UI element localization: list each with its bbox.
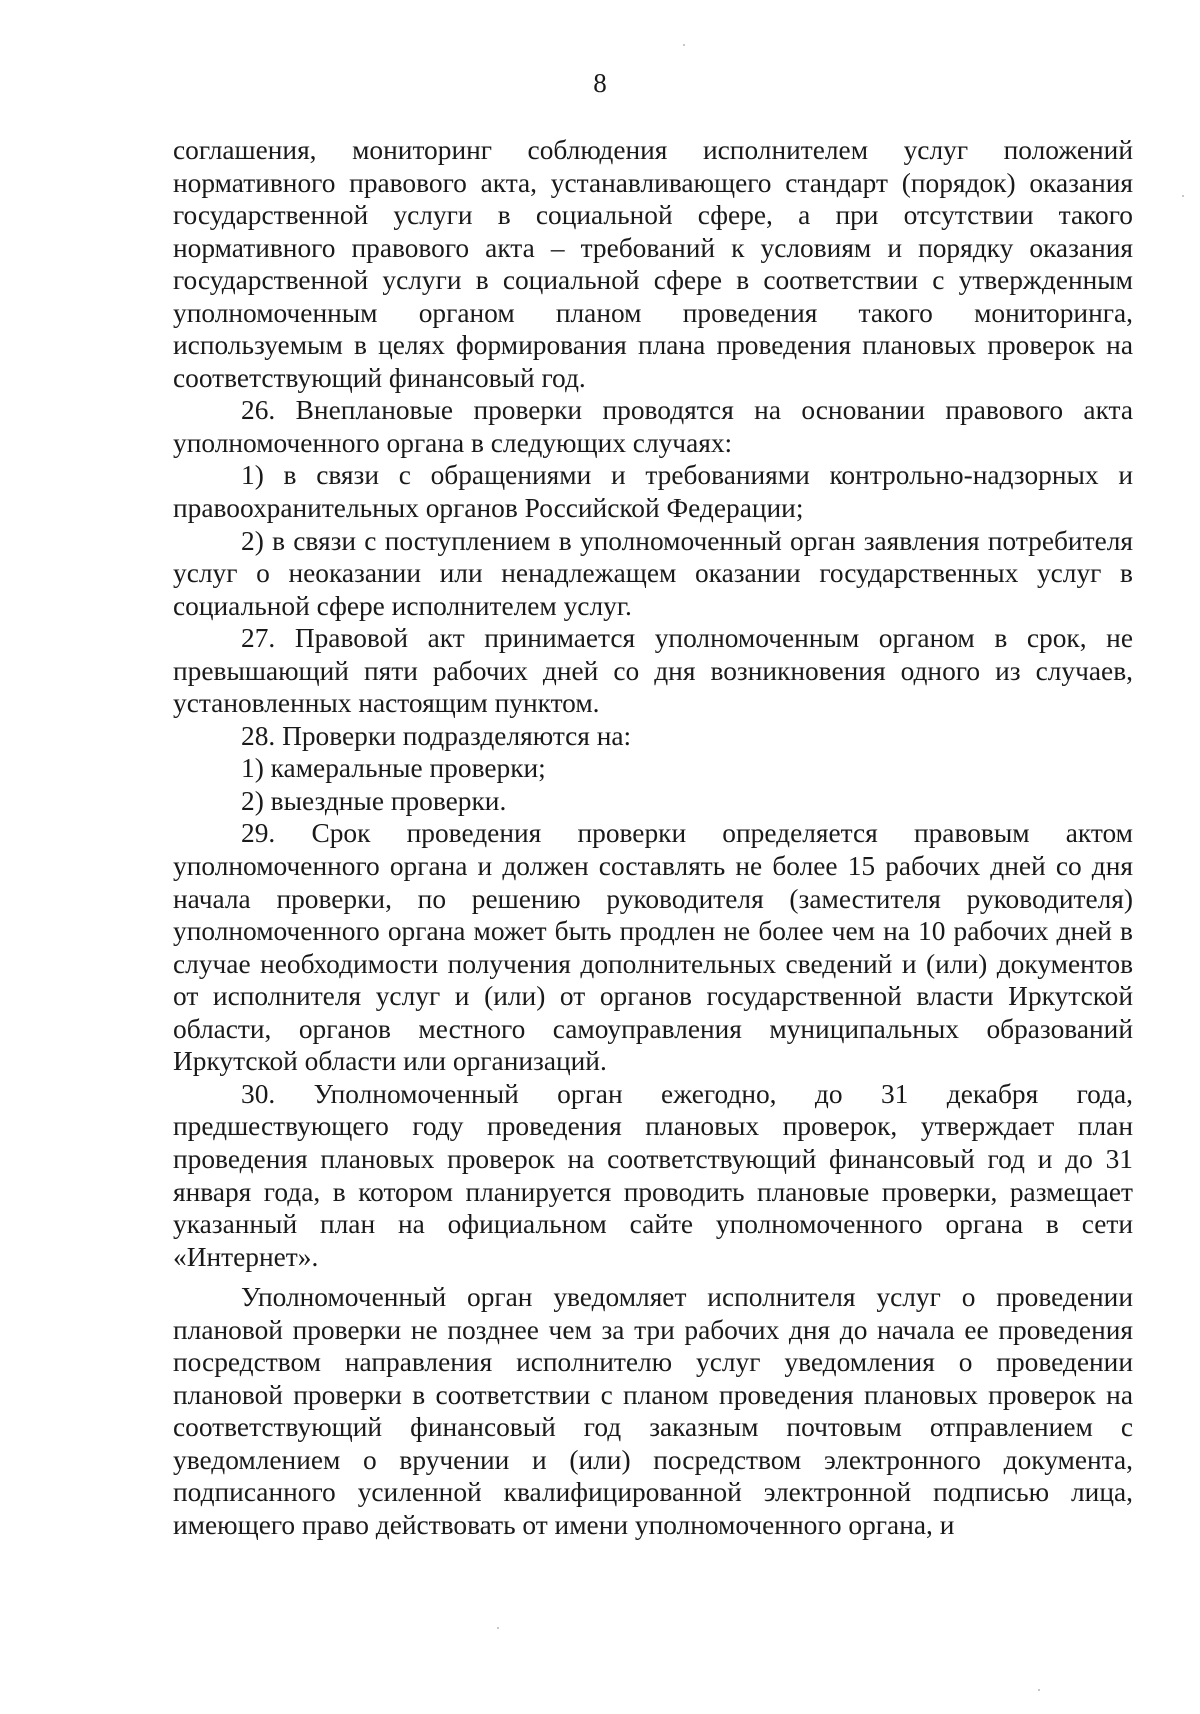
scan-speck bbox=[1038, 1689, 1040, 1691]
scan-speck bbox=[683, 44, 685, 46]
paragraph-item-30: 30. Уполномоченный орган ежегодно, до 31 декабря года, предшествующего году проведения плановых проверок, утверждает план проведения плановых проверок на соответствующий финансовый год и до 31 января года, в котором планируется проводить плановые проверки, размещает указанный план на официальном сайте уполномоченного органа в сети «Интернет». bbox=[173, 1078, 1133, 1272]
paragraph-item-27: 27. Правовой акт принимается уполномоченным органом в срок, не превышающий пяти рабочих дней со дня возникновения одного из случаев, установленных настоящим пунктом. bbox=[173, 623, 1133, 719]
paragraph-item-26: 26. Внеплановые проверки проводятся на основании правового акта уполномоченного органа в следующих случаях: bbox=[173, 395, 1133, 458]
paragraph-item-28-1: 1) камеральные проверки; bbox=[241, 753, 546, 784]
paragraph-item-29: 29. Срок проведения проверки определяется правовым актом уполномоченного органа и должен составлять не более 15 рабочих дней со дня начала проверки, по решению руководителя (заместителя руководителя) уполномоченного органа может быть продлен не более чем на 10 рабочих дней в случае необходимости получения дополнительных сведений и (или) документов от исполнителя услуг и (или) от органов государственной власти Иркутской области, органов местного самоуправления муниципальных образований Иркутской области или организаций. bbox=[173, 818, 1133, 1077]
document-body bbox=[173, 134, 1133, 1542]
paragraph-item-26-2: 2) в связи с поступлением в уполномоченный орган заявления потребителя услуг о неоказании или ненадлежащем оказании государственных услуг в социальной сфере исполнителем услуг. bbox=[173, 525, 1133, 621]
page-number: 8 bbox=[593, 68, 607, 98]
paragraph-item-28-2: 2) выездные проверки. bbox=[241, 785, 507, 816]
paragraph-continuation: соглашения, мониторинг соблюдения исполнителем услуг положений нормативного правового акта, устанавливающего стандарт (порядок) оказания государственной услуги в социальной сфере, а при отсутствии такого нормативного правового акта – требований к условиям и порядку оказания государственной услуги в социальной сфере в соответствии с утвержденным уполномоченным органом планом проведения такого мониторинга, используемым в целях формирования плана проведения плановых проверок на соответствующий финансовый год. bbox=[173, 135, 1133, 393]
scan-speck bbox=[1182, 195, 1184, 197]
paragraph-item-26-1: 1) в связи с обращениями и требованиями контрольно-надзорных и правоохранительных органов Российской Федерации; bbox=[173, 460, 1133, 524]
paragraph-item-28: 28. Проверки подразделяются на: bbox=[241, 720, 632, 751]
paragraph-notification: Уполномоченный орган уведомляет исполнителя услуг о проведении плановой проверки не позднее чем за три рабочих дня до начала ее проведения посредством направления исполнителю услуг уведомления о проведении плановой проверки в соответствии с планом проведения плановых проверок на соответствующий финансовый год заказным почтовым отправлением с уведомлением о вручении и (или) посредством электронного документа, подписанного усиленной квалифицированной электронной подписью лица, имеющего право действовать от имени уполномоченного органа, и bbox=[173, 1282, 1133, 1540]
scan-speck bbox=[497, 1627, 499, 1629]
